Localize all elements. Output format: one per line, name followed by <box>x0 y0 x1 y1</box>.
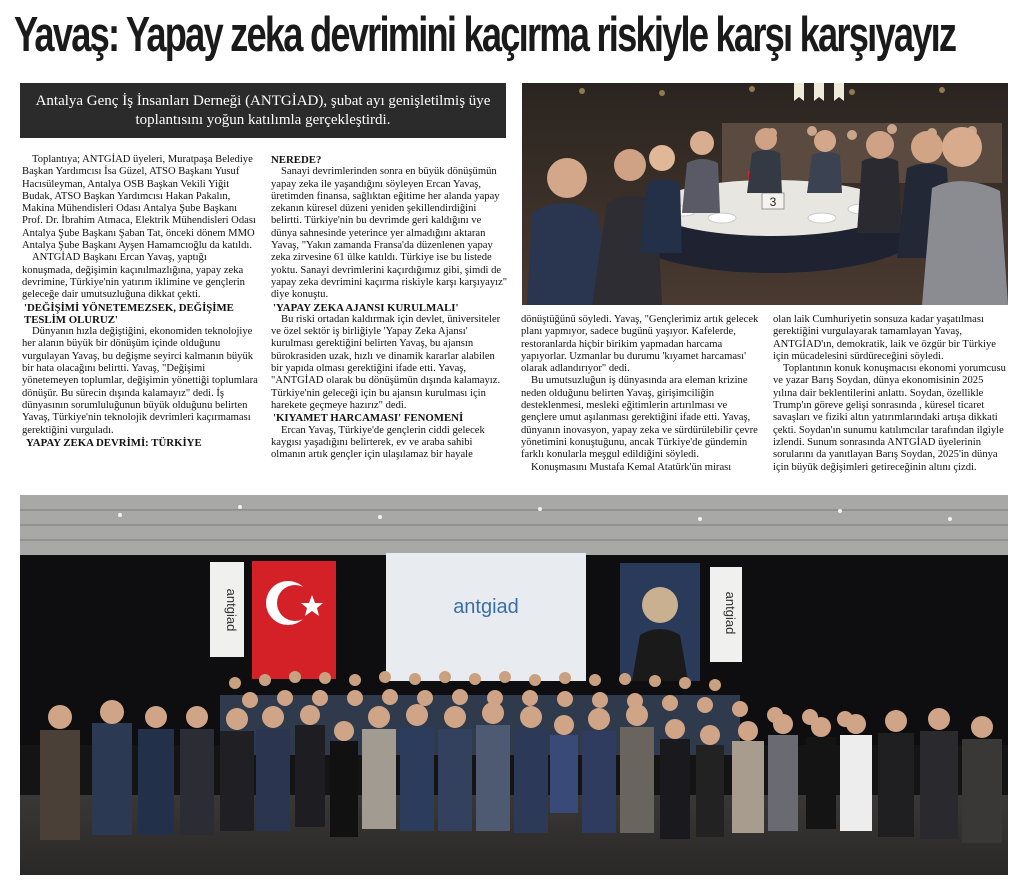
table-number: 3 <box>769 195 777 209</box>
article-column-4 <box>773 314 1009 474</box>
banner-logo-right: antgiad <box>723 591 738 635</box>
paragraph: Dünyanın hızla değiştiğini, ekonomiden teknolojiye her alanın büyük bir dönüşüm içinde olduğunu vurgulayan Yavaş, bu değişme seyirci kalmanın büyük bir hata olacağını belirtti. Yavaş, "Değişimi yönetemeyen toplumlar, değişimin yönettiği toplumlara dönüşür. Bu sürecin dışında kalamayız" dedi. İş dünyasının sorumluluğunun büyük olduğunu belirten Yavaş, Türkiye'nin teknolojik devrimleri kaçırmaması gerektiğini vurguladı. <box>22 326 258 436</box>
article-column-3 <box>521 314 759 474</box>
banner-logo-left: antgiad <box>224 588 239 632</box>
article-column-2 <box>271 154 509 461</box>
paragraph: ANTGİAD Başkanı Ercan Yavaş, yaptığı konuşmada, değişimin kaçınılmazlığına, yapay zeka devrimine, Türkiye'nin yatırım iklimine ve gençlerin geleceğe dair umutsuzluğuna dikkat çekti. <box>22 252 245 301</box>
screen-logo: antgiad <box>453 596 519 618</box>
dinner-table-illustration <box>522 83 1008 305</box>
headline: Yavaş: Yapay zeka devrimini kaçırma riskiyle karşı karşıyayız <box>14 8 956 62</box>
group-photo-illustration <box>20 495 1008 875</box>
paragraph: olan laik Cumhuriyetin sonsuza kadar yaşatılması gerektiğini vurgulayarak tamamlayan Yavaş, ANTGİAD'ın, demokratik, laik ve özgür bir Türkiye için mücadelesini sürdüreceğini söyledi. <box>773 314 996 362</box>
paragraph: Konuşmasını Mustafa Kemal Atatürk'ün mirası <box>531 461 732 473</box>
subheading: NEREDE? <box>271 154 322 166</box>
group-photo <box>20 495 1008 875</box>
paragraph: Sanayi devrimlerinden sonra en büyük dönüşümün yapay zeka ile yaşandığını söyleyen Ercan Yavaş, üretimden finansa, sağlıktan eğitime her alanda yapay zekanın küresel düzeni yeniden şekillendirdiğini belirtti. Türkiye'nin bu devrimde geri kaldığını ve dünya sahnesinde yeterince yer almadığını aktaran Yavaş, "Yakın zamanda Fransa'da düzenlenen yapay zeka zirvesine 61 ülke katıldı. Türkiye ise bu listede yoktu. Sanayi devrimlerini kaçırdığımız gibi, şimdi de yapay zeka devrimini kaçırma riskiyle karşı karşıyayız" diye konuştu. <box>271 166 508 301</box>
paragraph: dönüştüğünü söyledi. Yavaş, "Gençlerimiz artık gelecek planı yapmıyor, sadece bugünü yaşıyor. Kafelerde, restoranlarda hiçbir birikim yapmadan harcama yapıyorlar. Uzmanlar bu durumu 'kıyamet harcaması' olarak adlandırıyor" dedi. <box>521 314 759 375</box>
deck-box: Antalya Genç İş İnsanları Derneği (ANTGİAD), şubat ayı genişletilmiş üye toplantısını yoğun katılımla gerçekleştirdi. <box>20 83 506 138</box>
paragraph: Toplantının konuk konuşmacısı ekonomi yorumcusu ve yazar Barış Soydan, dünya ekonomisinin 2025 yılına dair beklentilerini anlattı. Soydan, özellikle Trump'ın göreve gelişi sonrasında , küresel ticaret savaşları ve fiziki altın yatırımlarındaki artışa dikkati çekti. Soydan'ın sunumu katılımcılar tarafından ilgiyle izlendi. Sunum sonrasında ANTGİAD üyelerinin sorularını da yanıtlayan Barış Soydan, 2025'in dünya için büyük değişimleri getireceğinin altını çizdi. <box>773 363 1006 473</box>
paragraph: Ercan Yavaş, Türkiye'de gençlerin ciddi gelecek kaygısı yaşadığını belirterek, ev ve araba sahibi olmanın artık gençler için ulaşılamaz bir hayale <box>271 424 485 461</box>
paragraph: Bu umutsuzluğun iş dünyasında ara eleman krizine neden olduğunu belirten Yavaş, girişimciliğin desteklenmesi, mesleki eğitimlerin artırılması ve gençlere umut aşılanması gerektiğini ifade etti. Yavaş, dünyanın inovasyon, yapay zeka ve sürdürülebilir çevre yönetimini konuştuğunu, ancak Türkiye'de gündemin farklı konularla meşgul edildiğini söyledi. <box>521 375 758 461</box>
paragraph: Toplantıya; ANTGİAD üyeleri, Muratpaşa Belediye Başkan Yardımcısı İsa Güzel, ATSO Başkanı Yusuf Hacısüleyman, Antalya OSB Başkan Vekili Yiğit Budak, ATSO Başkan Yardımcısı Hakan Pakalın, Makina Mühendisleri Odası Antalya Şube Başkanı Prof. Dr. İbrahim Atmaca, Elektrik Mühendisleri Odası Antalya Şube Başkanı Şaban Tat, önceki dönem MMO Antalya Şube Başkanı Ayşen Hamamcıoğlu da katıldı. <box>22 154 256 252</box>
dinner-table-photo <box>522 83 1008 305</box>
subheading: YAPAY ZEKA DEVRİMİ: TÜRKİYE <box>26 436 202 449</box>
article-column-1 <box>22 154 260 449</box>
subheading: 'DEĞİŞİMİ YÖNETEMEZSEK, DEĞİŞİME TESLİM OLURUZ' <box>24 301 234 326</box>
subheading: 'KIYAMET HARCAMASI' FENOMENİ <box>273 412 464 425</box>
subheading: 'YAPAY ZEKA AJANSI KURULMALI' <box>273 301 459 314</box>
paragraph: Bu riski ortadan kaldırmak için devlet, üniversiteler ve özel sektör iş birliğiyle 'Yapay Zeka Ajansı' kurulması gerektiğini belirten Yavaş, bu ajansın bürokrasiden uzak, hızlı ve dinamik kararlar alabilen bir yapıda olması gerektiğini ifade etti. Yavaş, "ANTGİAD olarak bu dönüşümün dışında kalamayız. Türkiye'nin geleceği için bu ajansın kurulması için harekete geçmeye hazırız" dedi. <box>271 313 501 411</box>
